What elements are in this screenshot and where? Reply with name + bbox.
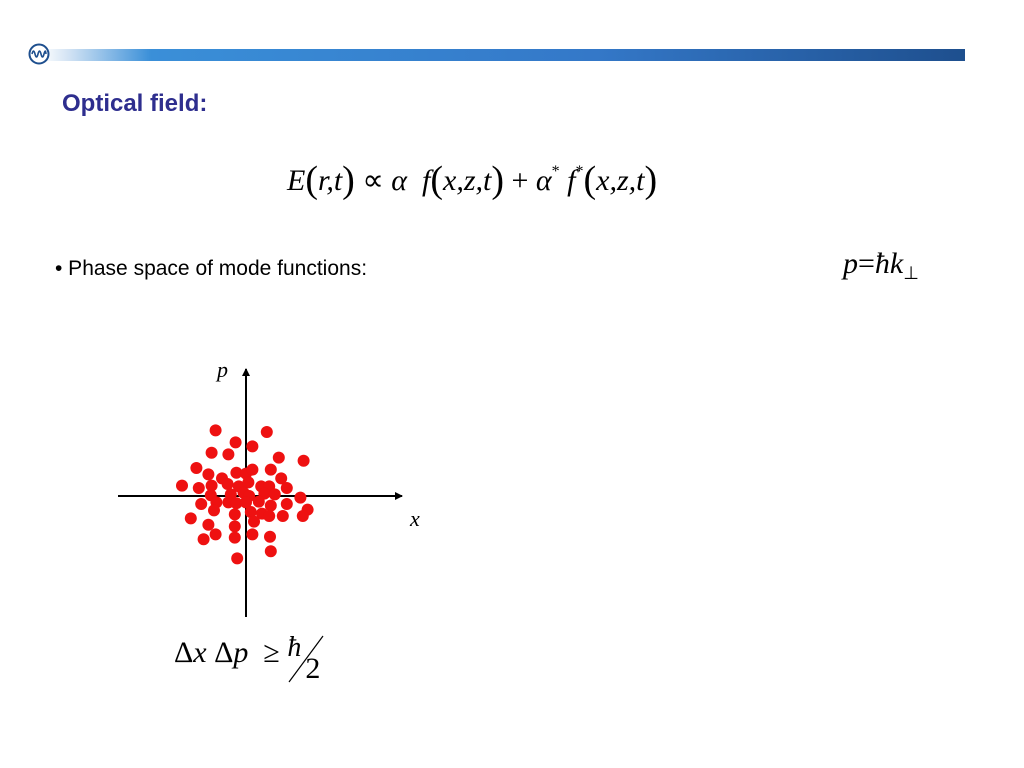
slide-title: Optical field: [62,90,208,117]
paren-close: ) [342,159,355,201]
mode-point [210,528,222,540]
mode-point [281,482,293,494]
paren-open: ( [305,159,318,201]
uncertainty-relation [174,632,327,685]
mode-point [277,510,289,522]
delta-x: x [193,636,207,669]
mode-point [263,510,275,522]
mode-point [202,519,214,531]
paren-open: ( [583,159,597,201]
header-bar [28,49,965,61]
mode-point [273,452,285,464]
mode-point [230,436,242,448]
bullet-phase-space: • Phase space of mode functions: [55,257,368,280]
mode-point [193,482,205,494]
mode-point [210,424,222,436]
delta-symbol: Δ [214,636,234,669]
header-gradient [40,49,965,61]
mode-conj-args: x,z,t [596,164,645,197]
hbar-symbol: ħ [874,247,890,280]
paren-close: ) [491,159,504,201]
plus-symbol: + [511,164,529,197]
paren-open: ( [430,159,444,201]
p-axis-label: p [217,357,228,382]
mode-point [176,480,188,492]
delta-symbol: Δ [174,636,194,669]
perp-subscript: ⊥ [903,263,919,283]
mode-point [222,478,234,490]
mode-point [269,488,281,500]
mode-function: f [422,164,431,197]
optical-field-equation [287,158,657,202]
hbar-over-two [287,632,327,685]
mode-point [246,440,258,452]
delta-p: p [233,636,249,669]
mode-point [281,498,293,510]
mode-point [229,532,241,544]
mode-point [253,496,265,508]
mode-point [246,528,258,540]
proportional-symbol: ∝ [362,164,384,197]
phase-space-diagram [110,355,420,625]
mode-point [265,545,277,557]
momentum-relation [843,247,919,284]
mode-point [265,464,277,476]
field-symbol: E [287,164,306,197]
mode-point [185,512,197,524]
hbar-numerator: ħ [287,632,302,663]
geq-symbol: ≥ [263,636,280,669]
denominator-two: 2 [305,652,321,685]
alpha-conj-symbol: α [535,164,552,197]
momentum-symbol: p [843,247,858,280]
mode-point [195,498,207,510]
conj-star: * [575,163,584,180]
mode-point [208,504,220,516]
mode-point [297,510,309,522]
mode-point [294,492,306,504]
mode-point [242,476,254,488]
alpha-symbol: α [391,164,408,197]
field-args: r,t [317,164,343,197]
mode-point [198,533,210,545]
mode-point [298,455,310,467]
mode-args: x,z,t [443,164,492,197]
paren-close: ) [644,159,658,201]
mode-point [202,468,214,480]
mode-point [229,508,241,520]
mode-point [229,520,241,532]
wave-logo-icon [28,43,50,65]
equals-symbol: = [858,247,875,280]
mode-point [222,448,234,460]
mode-point [190,462,202,474]
mode-point [264,531,276,543]
x-axis-label: x [410,506,420,531]
mode-point [206,447,218,459]
mode-function-conj: f [567,164,576,197]
mode-point [261,426,273,438]
mode-points [176,424,314,564]
mode-point [231,552,243,564]
conj-star: * [551,163,560,180]
mode-point [246,464,258,476]
wavevector-symbol: k [889,247,904,280]
mode-point [248,516,260,528]
